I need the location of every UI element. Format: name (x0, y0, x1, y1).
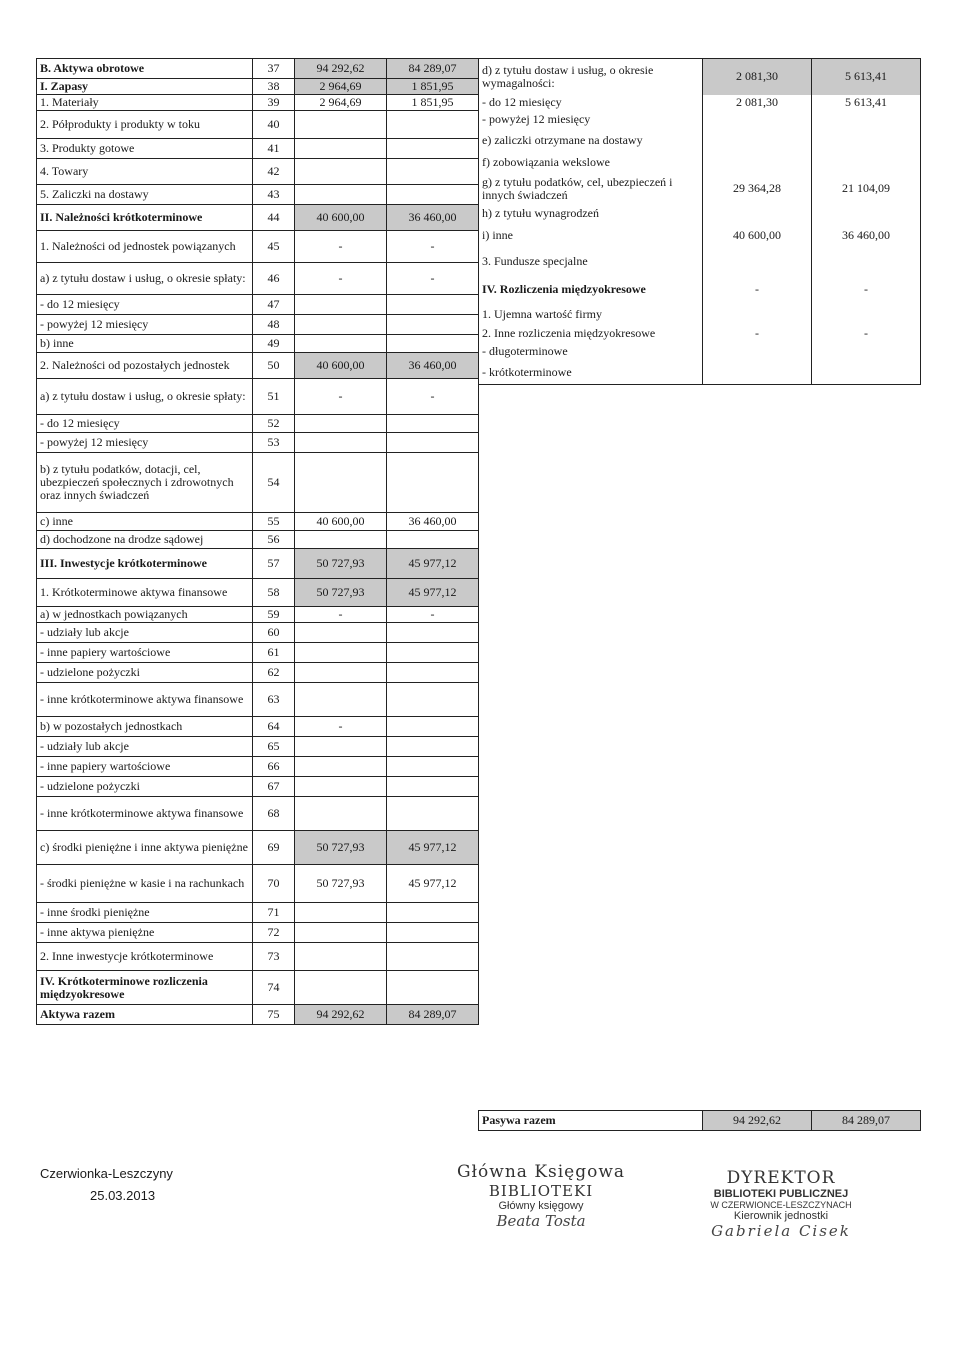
stamp1-name: Beata Tosta (496, 1212, 586, 1230)
row-value-previous (387, 923, 479, 943)
row-number: 50 (253, 353, 295, 379)
table-row (37, 59, 479, 79)
row-value-previous (387, 777, 479, 797)
row-value-previous (387, 531, 479, 549)
row-value-previous: - (387, 379, 479, 415)
table-row (479, 223, 921, 249)
row-value-current: 40 600,00 (703, 223, 812, 249)
row-number: 70 (253, 865, 295, 903)
stamp2-role: Kierownik jednostki (733, 1210, 829, 1222)
row-number: 46 (253, 263, 295, 295)
row-value-current (703, 305, 812, 325)
row-label: a) z tytułu dostaw i usług, o okresie spłaty: (37, 379, 253, 415)
row-label: - udzielone pożyczki (37, 663, 253, 683)
row-value-current (295, 923, 387, 943)
table-row (37, 1005, 479, 1025)
row-number: 73 (253, 943, 295, 971)
row-number: 57 (253, 549, 295, 579)
row-value-previous: 84 289,07 (387, 1005, 479, 1025)
row-label: - środki pieniężne w kasie i na rachunkach (37, 865, 253, 903)
table-row (37, 185, 479, 205)
row-value-current (703, 343, 812, 361)
row-number: 43 (253, 185, 295, 205)
row-value-previous (812, 249, 921, 275)
row-label: - inne krótkoterminowe aktywa finansowe (37, 683, 253, 717)
row-number: 52 (253, 415, 295, 433)
row-value-current: - (295, 717, 387, 737)
row-number: 44 (253, 205, 295, 231)
row-label: - długoterminowe (479, 343, 703, 361)
table-row (37, 295, 479, 315)
table-row (37, 79, 479, 95)
stamp2-line2: W CZERWIONCE-LESZCZYNACH (710, 1200, 852, 1210)
table-row (37, 757, 479, 777)
assets-table (36, 58, 479, 1025)
row-value-previous (387, 315, 479, 335)
row-value-current (295, 643, 387, 663)
row-value-previous: 36 460,00 (387, 513, 479, 531)
row-value-current: 94 292,62 (295, 59, 387, 79)
row-value-current (703, 129, 812, 153)
row-value-current: 50 727,93 (295, 579, 387, 607)
passive-total-value-2: 84 289,07 (812, 1111, 921, 1131)
row-value-previous: 45 977,12 (387, 549, 479, 579)
row-label: - powyżej 12 miesięcy (479, 111, 703, 129)
table-row (37, 315, 479, 335)
row-value-previous: - (387, 231, 479, 263)
table-row (37, 683, 479, 717)
row-label: - inne krótkoterminowe aktywa finansowe (37, 797, 253, 831)
passive-total-value-1: 94 292,62 (703, 1111, 812, 1131)
row-value-current (295, 943, 387, 971)
row-value-previous: 36 460,00 (387, 205, 479, 231)
row-value-previous: 84 289,07 (387, 59, 479, 79)
row-label: a) w jednostkach powiązanych (37, 607, 253, 623)
row-label: 1. Należności od jednostek powiązanych (37, 231, 253, 263)
row-value-previous: 1 851,95 (387, 95, 479, 111)
table-row (37, 831, 479, 865)
row-value-current: 94 292,62 (295, 1005, 387, 1025)
row-value-previous: 45 977,12 (387, 865, 479, 903)
row-label: 3. Produkty gotowe (37, 139, 253, 159)
table-row (37, 453, 479, 513)
row-value-current: 50 727,93 (295, 865, 387, 903)
table-row (37, 865, 479, 903)
table-row (37, 777, 479, 797)
row-value-current (703, 111, 812, 129)
table-row (37, 663, 479, 683)
row-label: e) zaliczki otrzymane na dostawy (479, 129, 703, 153)
row-value-previous (812, 305, 921, 325)
row-label: c) środki pieniężne i inne aktywa pieniężne (37, 831, 253, 865)
table-row (479, 129, 921, 153)
row-number: 75 (253, 1005, 295, 1025)
passive-total-table (478, 1110, 921, 1131)
table-row (37, 531, 479, 549)
row-label: 5. Zaliczki na dostawy (37, 185, 253, 205)
row-number: 37 (253, 59, 295, 79)
row-value-current: 2 964,69 (295, 79, 387, 95)
row-value-current (295, 295, 387, 315)
row-value-current: - (703, 325, 812, 343)
table-row (37, 379, 479, 415)
row-value-current (295, 433, 387, 453)
row-value-previous (387, 643, 479, 663)
table-row (37, 903, 479, 923)
table-row (479, 95, 921, 111)
row-value-previous (387, 757, 479, 777)
table-row (37, 335, 479, 353)
table-row (37, 353, 479, 379)
row-number: 71 (253, 903, 295, 923)
row-value-previous: - (812, 325, 921, 343)
table-row (479, 275, 921, 305)
row-label: - inne papiery wartościowe (37, 757, 253, 777)
row-label: - powyżej 12 miesięcy (37, 315, 253, 335)
table-row (479, 205, 921, 223)
row-value-previous (812, 129, 921, 153)
row-number: 41 (253, 139, 295, 159)
row-value-current: 50 727,93 (295, 549, 387, 579)
row-label: 2. Należności od pozostałych jednostek (37, 353, 253, 379)
row-value-previous (812, 205, 921, 223)
row-label: c) inne (37, 513, 253, 531)
row-value-current: 40 600,00 (295, 205, 387, 231)
row-value-current: - (295, 379, 387, 415)
row-label: Aktywa razem (37, 1005, 253, 1025)
row-label: IV. Krótkoterminowe rozliczenia międzyokresowe (37, 971, 253, 1005)
row-number: 69 (253, 831, 295, 865)
row-number: 56 (253, 531, 295, 549)
row-label: - powyżej 12 miesięcy (37, 433, 253, 453)
row-value-current (295, 903, 387, 923)
row-label: - do 12 miesięcy (37, 415, 253, 433)
row-number: 53 (253, 433, 295, 453)
row-value-current (703, 153, 812, 173)
row-number: 47 (253, 295, 295, 315)
row-label: h) z tytułu wynagrodzeń (479, 205, 703, 223)
row-value-current: 2 964,69 (295, 95, 387, 111)
place-label: Czerwionka-Leszczyny (40, 1166, 173, 1181)
row-label: - inne aktywa pieniężne (37, 923, 253, 943)
table-row (37, 205, 479, 231)
row-number: 65 (253, 737, 295, 757)
row-value-current (295, 111, 387, 139)
row-label: 4. Towary (37, 159, 253, 185)
row-value-current (703, 361, 812, 385)
row-value-previous (387, 453, 479, 513)
row-label: a) z tytułu dostaw i usług, o okresie spłaty: (37, 263, 253, 295)
row-value-current (295, 315, 387, 335)
row-label: i) inne (479, 223, 703, 249)
row-value-previous (387, 943, 479, 971)
row-value-previous (387, 159, 479, 185)
row-value-previous (387, 415, 479, 433)
row-label: - do 12 miesięcy (37, 295, 253, 315)
row-number: 39 (253, 95, 295, 111)
row-label: b) w pozostałych jednostkach (37, 717, 253, 737)
row-label: - udziały lub akcje (37, 623, 253, 643)
row-value-current (295, 797, 387, 831)
row-value-current (295, 971, 387, 1005)
row-label: f) zobowiązania wekslowe (479, 153, 703, 173)
table-row (37, 415, 479, 433)
table-row (37, 943, 479, 971)
passive-total-label: Pasywa razem (479, 1111, 703, 1131)
date-label: 25.03.2013 (90, 1188, 156, 1203)
row-label: d) dochodzone na drodze sądowej (37, 531, 253, 549)
chief-accountant-stamp (456, 1162, 626, 1230)
row-value-previous (387, 335, 479, 353)
row-value-current: 2 081,30 (703, 59, 812, 95)
row-value-current (295, 139, 387, 159)
row-value-current: - (295, 231, 387, 263)
row-value-previous (387, 683, 479, 717)
row-value-previous (387, 295, 479, 315)
table-row (37, 263, 479, 295)
table-row (37, 971, 479, 1005)
director-stamp (696, 1168, 866, 1240)
row-value-previous (812, 361, 921, 385)
row-value-current (295, 159, 387, 185)
row-label: - inne papiery wartościowe (37, 643, 253, 663)
row-label: B. Aktywa obrotowe (37, 59, 253, 79)
row-value-current (703, 249, 812, 275)
row-label: - udziały lub akcje (37, 737, 253, 757)
table-row (37, 623, 479, 643)
row-value-previous (387, 623, 479, 643)
row-value-current (295, 663, 387, 683)
row-number: 40 (253, 111, 295, 139)
row-value-current: 40 600,00 (295, 513, 387, 531)
row-number: 58 (253, 579, 295, 607)
row-number: 45 (253, 231, 295, 263)
stamp1-role: Główny księgowy (498, 1200, 584, 1212)
row-value-current: 29 364,28 (703, 173, 812, 205)
table-row (37, 95, 479, 111)
row-label: - do 12 miesięcy (479, 95, 703, 111)
row-number: 55 (253, 513, 295, 531)
table-row (37, 737, 479, 757)
row-value-previous (387, 903, 479, 923)
table-row (479, 59, 921, 95)
liabilities-table (478, 58, 921, 385)
row-value-current (295, 335, 387, 353)
row-value-previous: 5 613,41 (812, 59, 921, 95)
row-number: 63 (253, 683, 295, 717)
stamp2-name: Gabriela Cisek (711, 1222, 851, 1240)
row-label: d) z tytułu dostaw i usług, o okresie wymagalności: (479, 59, 703, 95)
row-label: 2. Inne rozliczenia międzyokresowe (479, 325, 703, 343)
row-value-previous (812, 343, 921, 361)
table-row (37, 159, 479, 185)
row-value-current (295, 623, 387, 643)
row-label: 1. Materiały (37, 95, 253, 111)
table-row (479, 249, 921, 275)
row-value-previous (387, 433, 479, 453)
row-value-previous: 21 104,09 (812, 173, 921, 205)
row-number: 60 (253, 623, 295, 643)
row-value-previous: 36 460,00 (812, 223, 921, 249)
passive-total-row (479, 1111, 921, 1131)
row-value-current: 40 600,00 (295, 353, 387, 379)
table-row (479, 305, 921, 325)
row-value-current (295, 531, 387, 549)
table-row (479, 361, 921, 385)
table-row (37, 923, 479, 943)
row-number: 61 (253, 643, 295, 663)
stamp1-top: Główna Księgowa (456, 1162, 626, 1182)
row-label: IV. Rozliczenia międzyokresowe (479, 275, 703, 305)
row-label: g) z tytułu podatków, cel, ubezpieczeń i innych świadczeń (479, 173, 703, 205)
table-row (37, 607, 479, 623)
row-label: II. Należności krótkoterminowe (37, 205, 253, 231)
table-row (37, 111, 479, 139)
table-row (479, 325, 921, 343)
row-number: 38 (253, 79, 295, 95)
row-value-current (295, 757, 387, 777)
row-label: III. Inwestycje krótkoterminowe (37, 549, 253, 579)
row-value-previous (387, 111, 479, 139)
row-value-current: 50 727,93 (295, 831, 387, 865)
row-number: 66 (253, 757, 295, 777)
row-value-current (295, 453, 387, 513)
row-value-previous: 5 613,41 (812, 95, 921, 111)
row-value-previous: 36 460,00 (387, 353, 479, 379)
table-row (479, 111, 921, 129)
row-value-previous (387, 185, 479, 205)
table-row (479, 173, 921, 205)
row-value-previous (387, 971, 479, 1005)
row-value-current: - (295, 263, 387, 295)
row-number: 68 (253, 797, 295, 831)
table-row (37, 231, 479, 263)
row-value-current: 2 081,30 (703, 95, 812, 111)
row-value-previous (387, 139, 479, 159)
table-row (37, 579, 479, 607)
row-number: 42 (253, 159, 295, 185)
table-row (479, 153, 921, 173)
row-value-current (295, 737, 387, 757)
row-number: 67 (253, 777, 295, 797)
row-value-current (703, 205, 812, 223)
row-value-previous (387, 663, 479, 683)
row-value-current (295, 683, 387, 717)
row-label: 3. Fundusze specjalne (479, 249, 703, 275)
row-number: 72 (253, 923, 295, 943)
row-label: b) inne (37, 335, 253, 353)
table-row (37, 797, 479, 831)
stamp2-line1: BIBLIOTEKI PUBLICZNEJ (713, 1188, 849, 1200)
row-label: I. Zapasy (37, 79, 253, 95)
row-value-current (295, 415, 387, 433)
row-label: - krótkoterminowe (479, 361, 703, 385)
row-number: 64 (253, 717, 295, 737)
row-label: 1. Krótkoterminowe aktywa finansowe (37, 579, 253, 607)
row-label: 2. Inne inwestycje krótkoterminowe (37, 943, 253, 971)
row-value-previous (387, 797, 479, 831)
row-value-previous (387, 737, 479, 757)
row-value-previous (387, 717, 479, 737)
row-number: 59 (253, 607, 295, 623)
row-label: - udzielone pożyczki (37, 777, 253, 797)
row-value-previous: - (387, 607, 479, 623)
table-row (37, 433, 479, 453)
row-label: 2. Półprodukty i produkty w toku (37, 111, 253, 139)
stamp1-mid: BIBLIOTEKI (488, 1182, 594, 1200)
row-number: 49 (253, 335, 295, 353)
row-value-current (295, 777, 387, 797)
row-label: b) z tytułu podatków, dotacji, cel, ubezpieczeń społecznych i zdrowotnych oraz innych świadczeń (37, 453, 253, 513)
row-label: 1. Ujemna wartość firmy (479, 305, 703, 325)
row-number: 62 (253, 663, 295, 683)
row-label: - inne środki pieniężne (37, 903, 253, 923)
table-row (479, 343, 921, 361)
table-row (37, 139, 479, 159)
row-value-previous: 45 977,12 (387, 831, 479, 865)
table-row (37, 643, 479, 663)
row-number: 48 (253, 315, 295, 335)
table-row (37, 513, 479, 531)
table-row (37, 549, 479, 579)
row-value-previous (812, 153, 921, 173)
row-number: 51 (253, 379, 295, 415)
row-value-current (295, 185, 387, 205)
row-value-previous: 1 851,95 (387, 79, 479, 95)
row-number: 54 (253, 453, 295, 513)
stamp2-top: DYREKTOR (726, 1168, 836, 1188)
row-value-current: - (703, 275, 812, 305)
table-row (37, 717, 479, 737)
row-number: 74 (253, 971, 295, 1005)
row-value-previous: - (387, 263, 479, 295)
row-value-previous (812, 111, 921, 129)
row-value-previous: - (812, 275, 921, 305)
row-value-previous: 45 977,12 (387, 579, 479, 607)
row-value-current: - (295, 607, 387, 623)
